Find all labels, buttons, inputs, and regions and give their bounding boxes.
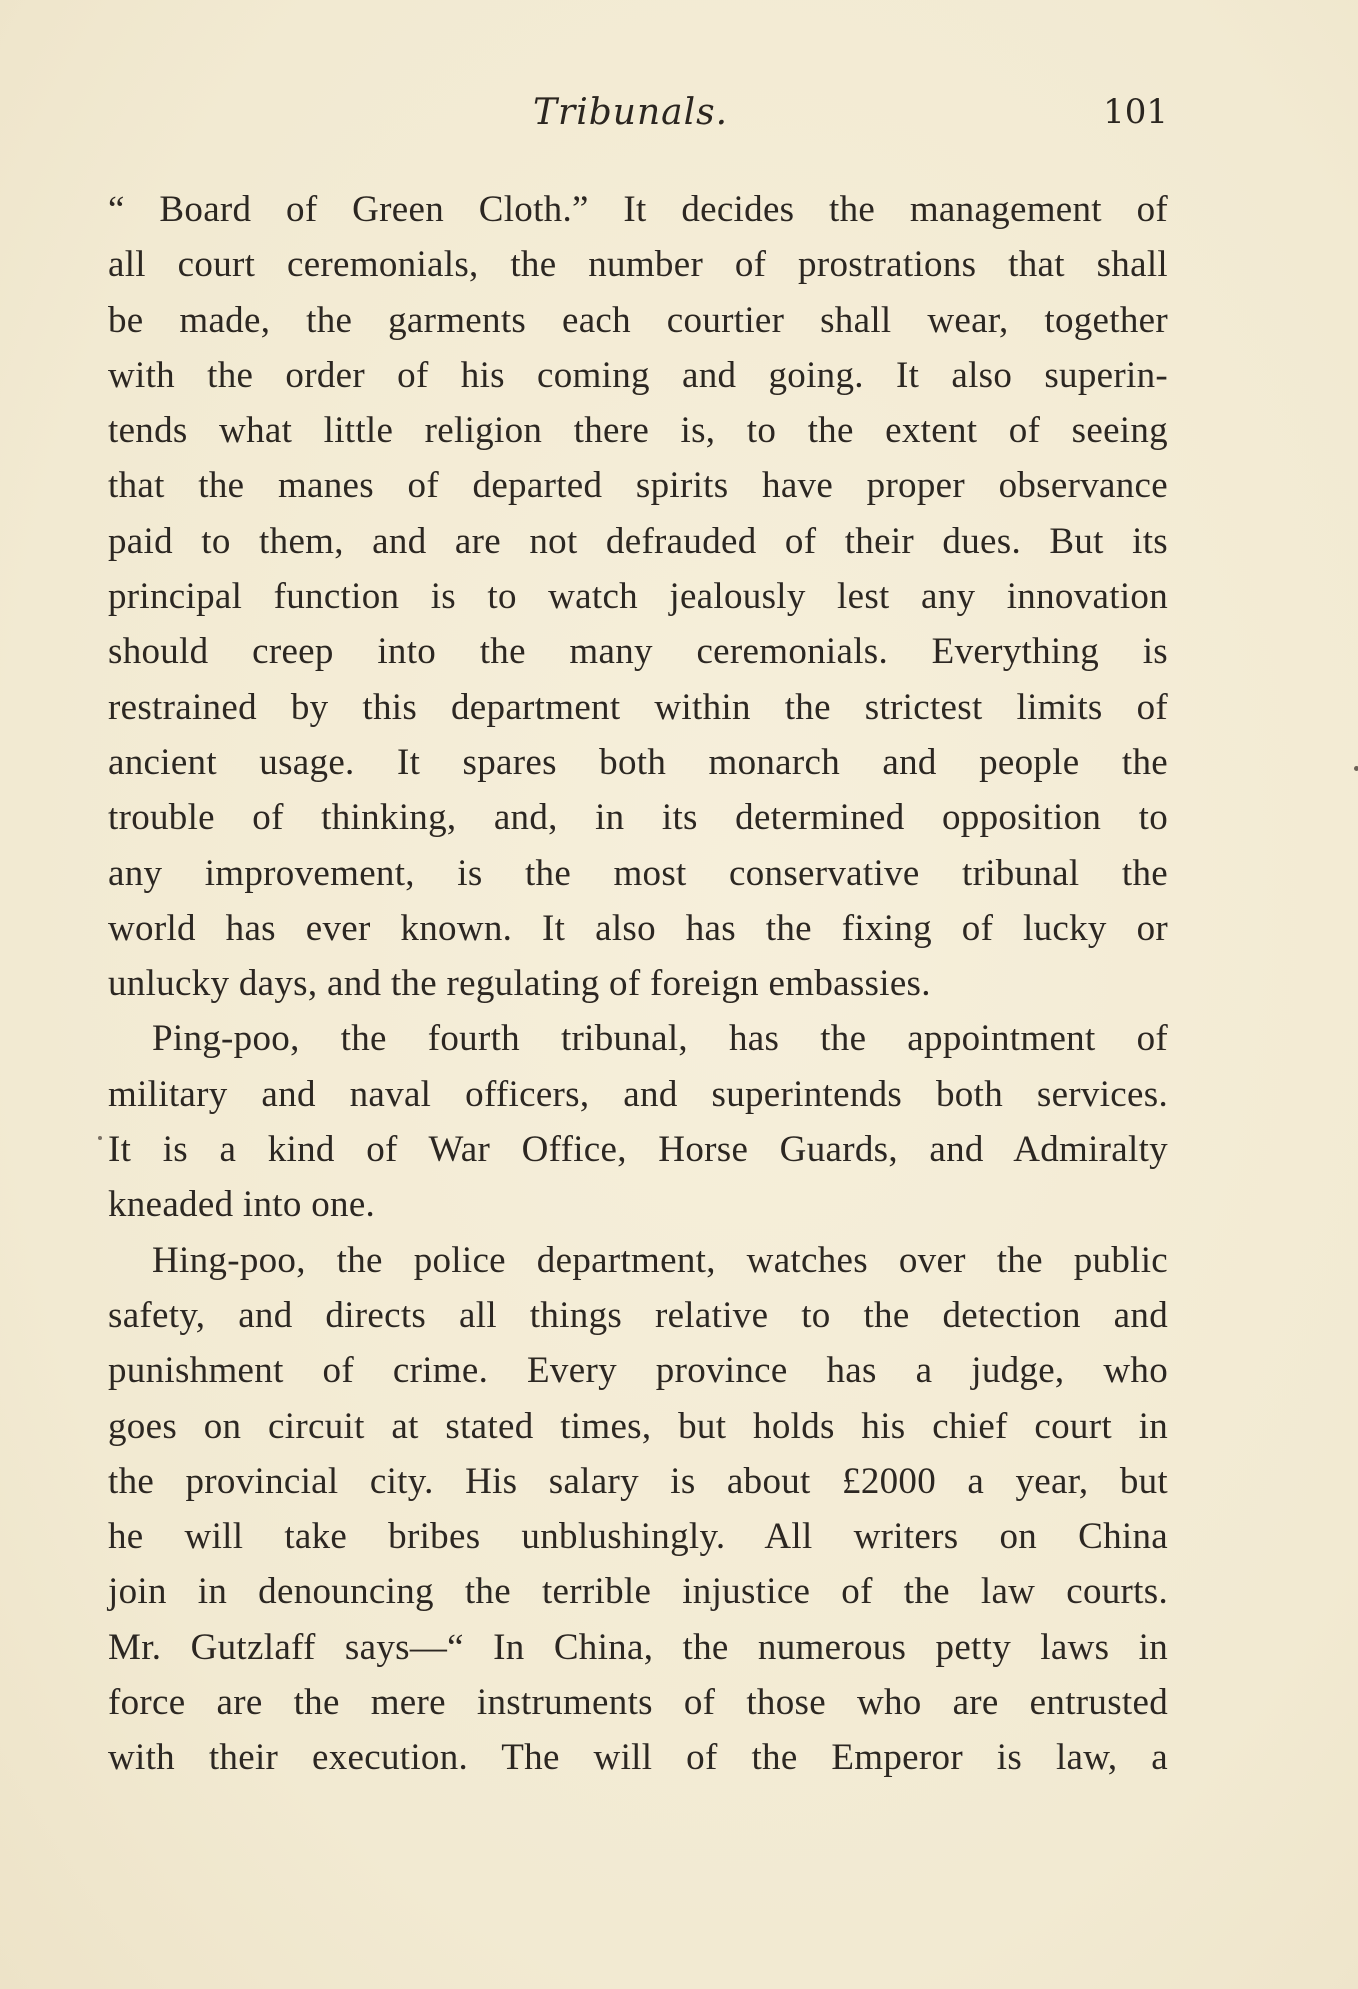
- page-number: 101: [1103, 92, 1168, 132]
- page-speck: [1354, 766, 1358, 771]
- page-speck: [98, 1136, 102, 1140]
- text-line: military and naval officers, and superintends both services.: [108, 1073, 1168, 1115]
- text-line: paid to them, and are not defrauded of their dues. But its: [108, 520, 1168, 562]
- running-title: Tribunals.: [533, 92, 729, 133]
- text-line: It is a kind of War Office, Horse Guards, and Admiralty: [108, 1129, 1168, 1171]
- text-line: that the manes of departed spirits have proper observance: [108, 465, 1168, 507]
- text-line: Mr. Gutzlaff says—“ In China, the numerous petty laws in: [108, 1626, 1168, 1668]
- text-line: trouble of thinking, and, in its determined opposition to: [108, 797, 1168, 839]
- text-line: any improvement, is the most conservative tribunal the: [108, 852, 1168, 894]
- text-line: he will take bribes unblushingly. All writers on China: [108, 1516, 1168, 1558]
- text-line: goes on circuit at stated times, but holds his chief court in: [108, 1405, 1168, 1447]
- text-line: join in denouncing the terrible injustice of the law courts.: [108, 1571, 1168, 1613]
- text-line: safety, and directs all things relative to the detection and: [108, 1294, 1168, 1336]
- text-line: should creep into the many ceremonials. Everything is: [108, 631, 1168, 673]
- text-line: tends what little religion there is, to the extent of seeing: [108, 410, 1168, 452]
- text-line: principal function is to watch jealously lest any innovation: [108, 576, 1168, 618]
- text-line: force are the mere instruments of those who are entrusted: [108, 1682, 1168, 1724]
- text-line: Ping-poo, the fourth tribunal, has the appointment of: [152, 1018, 1168, 1060]
- text-line: ancient usage. It spares both monarch and people the: [108, 741, 1168, 783]
- text-line: with the order of his coming and going. It also superin-: [108, 354, 1168, 396]
- text-line: kneaded into one.: [108, 1184, 376, 1226]
- text-line: be made, the garments each courtier shall wear, together: [108, 299, 1168, 341]
- text-line: all court ceremonials, the number of prostrations that shall: [108, 244, 1168, 286]
- text-line: world has ever known. It also has the fixing of lucky or: [108, 907, 1168, 949]
- text-line: with their execution. The will of the Emperor is law, a: [108, 1737, 1168, 1779]
- body-text: [108, 182, 1168, 1786]
- text-line: the provincial city. His salary is about £2000 a year, but: [108, 1460, 1168, 1502]
- text-line: Hing-poo, the police department, watches over the public: [152, 1239, 1168, 1281]
- text-line: unlucky days, and the regulating of foreign embassies.: [108, 963, 931, 1005]
- text-line: restrained by this department within the strictest limits of: [108, 686, 1168, 728]
- text-line: “ Board of Green Cloth.” It decides the management of: [108, 189, 1168, 230]
- text-line: punishment of crime. Every province has a judge, who: [108, 1350, 1168, 1392]
- page-header: [108, 92, 1168, 152]
